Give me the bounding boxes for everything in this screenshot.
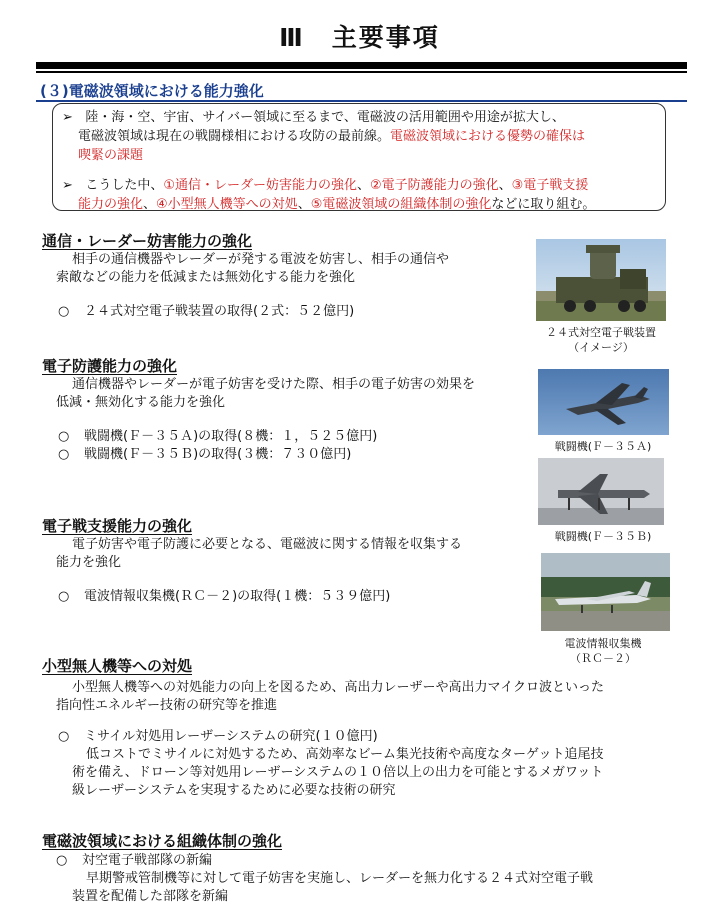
protection-item bbox=[58, 445, 351, 464]
summary-bullet-2 bbox=[62, 176, 662, 195]
summary-bullet-1 bbox=[62, 108, 662, 127]
ew-equipment-caption: ２４式対空電子戦装置 bbox=[546, 326, 656, 339]
title-rule-thick bbox=[36, 62, 687, 69]
summary-text: 陸・海・空、宇宙、サイバー領域に至るまで、電磁波の活用範囲や用途が拡大し、 bbox=[85, 110, 565, 125]
jamming-heading: 通信・レーダー妨害能力の強化 bbox=[42, 232, 253, 250]
summary-emphasis: ②電子防護能力の強化 bbox=[370, 178, 499, 193]
org-heading: 電磁波領域における組織体制の強化 bbox=[42, 832, 283, 850]
item-text: 戦闘機(Ｆ－３５Ａ)の取得(８機：１，５２５億円) bbox=[84, 429, 378, 444]
ew-equipment-photo bbox=[536, 239, 666, 321]
protection-desc: 低減・無効化する能力を強化 bbox=[56, 395, 226, 410]
drones-item bbox=[58, 727, 378, 746]
summary-text: などに取り組む。 bbox=[491, 197, 596, 212]
org-item bbox=[56, 851, 212, 870]
circle-bullet-icon: ○ bbox=[56, 853, 68, 868]
circle-bullet-icon: ○ bbox=[58, 589, 70, 604]
item-text: ２４式対空電子戦装置の取得(２式：５２億円) bbox=[84, 304, 355, 319]
arrow-bullet-icon: ➢ bbox=[62, 110, 73, 125]
summary-text: 、 bbox=[356, 178, 370, 193]
summary-text: 、 bbox=[143, 197, 157, 212]
f35b-caption: 戦闘機(Ｆ－３５Ｂ) bbox=[554, 530, 652, 543]
page-title: Ⅲ 主要事項 bbox=[279, 23, 440, 52]
section-heading: (３)電磁波領域における能力強化 bbox=[40, 82, 264, 100]
summary-text: こうした中、 bbox=[85, 178, 164, 193]
item-text: ミサイル対処用レーザーシステムの研究(１０億円) bbox=[84, 729, 378, 744]
circle-bullet-icon: ○ bbox=[58, 729, 70, 744]
item-text: 電波情報収集機(ＲＣ－２)の取得(１機：５３９億円) bbox=[84, 589, 391, 604]
circle-bullet-icon: ○ bbox=[58, 447, 70, 462]
title-rule-thin bbox=[36, 71, 687, 73]
org-item-desc: 早期警戒管制機等に対して電子妨害を実施し、レーダーを無力化する２４式対空電子戦 bbox=[86, 871, 594, 886]
summary-emphasis: ⑤電磁波領域の組織体制の強化 bbox=[310, 197, 492, 212]
ew-equipment-caption-sub: （イメージ） bbox=[568, 341, 634, 354]
arrow-bullet-icon: ➢ bbox=[62, 178, 73, 193]
f35a-photo bbox=[538, 369, 669, 435]
item-text: 戦闘機(Ｆ－３５Ｂ)の取得(３機：７３０億円) bbox=[84, 447, 352, 462]
summary-bullet-2-line2 bbox=[78, 195, 668, 214]
drones-item-desc: 低コストでミサイルに対処するため、高効率なビーム集光技術や高度なターゲット追尾技 bbox=[86, 747, 604, 762]
summary-bullet-1-line2 bbox=[78, 127, 668, 146]
jamming-desc: 索敵などの能力を低減または無効化する能力を強化 bbox=[56, 270, 356, 285]
f35b-photo bbox=[538, 458, 664, 525]
protection-desc: 通信機器やレーダーが電子妨害を受けた際、相手の電子妨害の効果を bbox=[72, 377, 476, 392]
summary-emphasis: ①通信・レーダー妨害能力の強化 bbox=[163, 178, 357, 193]
protection-item bbox=[58, 427, 377, 446]
summary-text: 、 bbox=[498, 178, 512, 193]
summary-emphasis: ④小型無人機等への対処 bbox=[156, 197, 298, 212]
support-desc: 電子妨害や電子防護に必要となる、電磁波に関する情報を収集する bbox=[72, 537, 463, 552]
rc2-photo bbox=[541, 553, 670, 631]
drones-item-desc: 級レーザーシステムを実現するために必要な技術の研究 bbox=[72, 783, 396, 798]
rc2-caption: 電波情報収集機 bbox=[564, 637, 642, 650]
drones-item-desc: 術を備え、ドローン等対処用レーザーシステムの１０倍以上の出力を可能とするメガワット bbox=[72, 765, 604, 780]
jamming-item bbox=[58, 302, 354, 321]
drones-desc: 指向性エネルギー技術の研究等を推進 bbox=[56, 698, 278, 713]
protection-heading: 電子防護能力の強化 bbox=[42, 357, 178, 375]
summary-text: 電磁波領域は現在の戦闘様相における攻防の最前線。 bbox=[78, 129, 391, 144]
jamming-desc: 相手の通信機器やレーダーが発する電波を妨害し、相手の通信や bbox=[72, 252, 450, 267]
org-item-desc: 装置を配備した部隊を新編 bbox=[72, 889, 229, 904]
circle-bullet-icon: ○ bbox=[58, 429, 70, 444]
summary-emphasis: ③電子戦支援 bbox=[511, 178, 589, 193]
rc2-caption-sub: （ＲＣ－２） bbox=[570, 652, 636, 665]
support-desc: 能力を強化 bbox=[56, 555, 122, 570]
item-text: 対空電子戦部隊の新編 bbox=[82, 853, 213, 868]
support-heading: 電子戦支援能力の強化 bbox=[42, 517, 193, 535]
summary-emphasis: 能力の強化 bbox=[78, 197, 144, 212]
drones-desc: 小型無人機等への対処能力の向上を図るため、高出力レーザーや高出力マイクロ波といった bbox=[72, 680, 604, 695]
summary-emphasis: 喫緊の課題 bbox=[78, 148, 144, 163]
support-item bbox=[58, 587, 390, 606]
summary-emphasis: 電磁波領域における優勢の確保は bbox=[390, 129, 586, 144]
section-underline bbox=[36, 100, 687, 102]
drones-heading: 小型無人機等への対処 bbox=[42, 657, 193, 675]
f35a-caption: 戦闘機(Ｆ－３５Ａ) bbox=[554, 440, 652, 453]
summary-text: 、 bbox=[297, 197, 311, 212]
circle-bullet-icon: ○ bbox=[58, 304, 70, 319]
